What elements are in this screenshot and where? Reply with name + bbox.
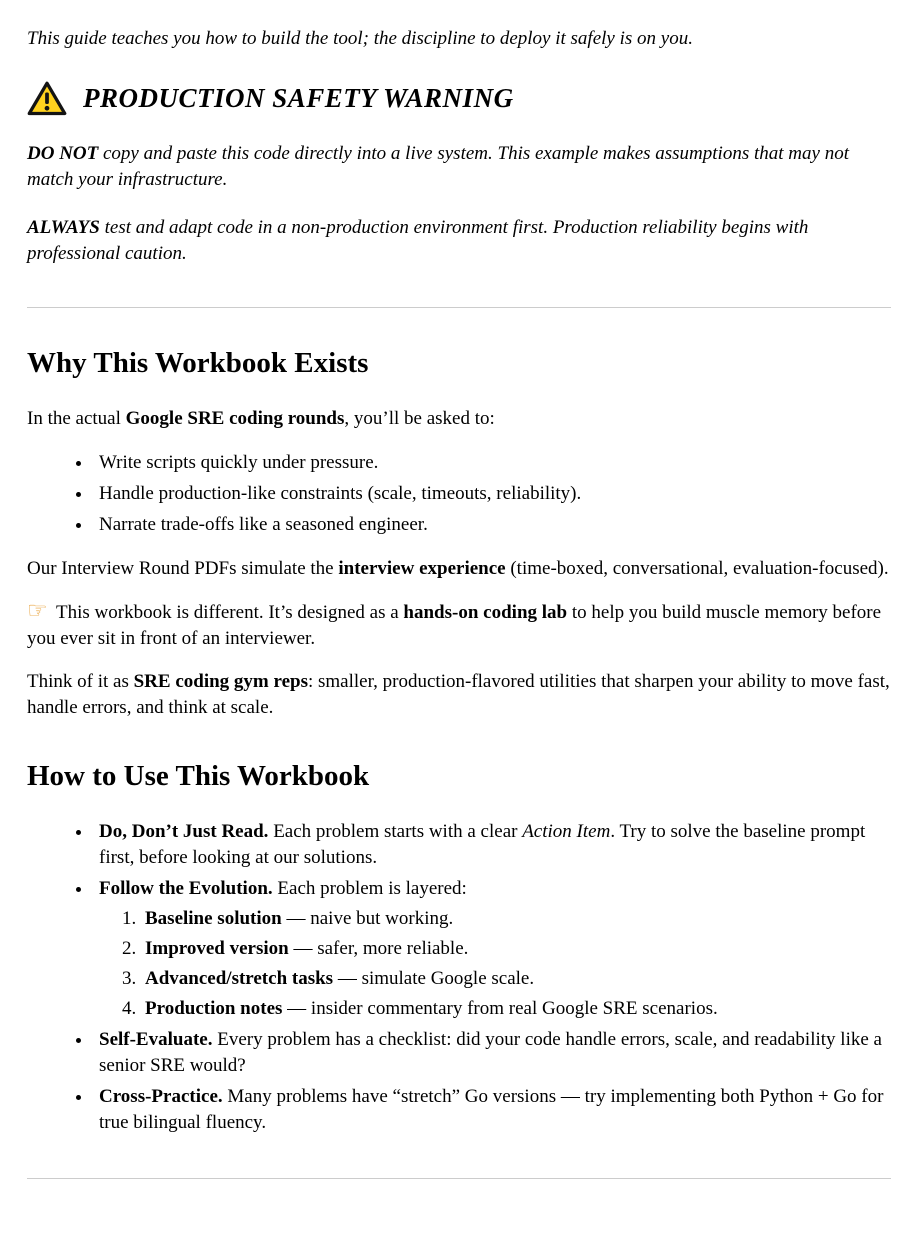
numbered3-post: — simulate Google scale. [333, 967, 535, 989]
numbered-item-baseline [141, 906, 891, 932]
warning-p1-text: copy and paste this code directly into a live system. This example makes assumptions that may not match your infrastructure. [27, 143, 849, 191]
bullet3-post: Every problem has a checklist: did your code handle errors, scale, and readability like a senior SRE would? [99, 1028, 882, 1076]
heading-why-this-workbook-exists: Why This Workbook Exists [27, 347, 369, 380]
bullet4-post: Many problems have “stretch” Go versions — try implementing both Python + Go for true bilingual fluency. [99, 1085, 884, 1133]
warning-paragraph-do-not [27, 141, 891, 193]
why-intro-pre: In the actual [27, 407, 126, 429]
pdfs-emphasis: interview experience [338, 557, 506, 579]
why-intro-post: , you’ll be asked to: [344, 407, 495, 429]
list-item-follow-the-evolution [93, 876, 891, 1022]
list-item: • Narrate trade-offs like a seasoned engineer. [93, 512, 891, 538]
list-item-do-dont-just-read [93, 819, 891, 871]
gym-pre: Think of it as [27, 670, 134, 692]
gym-reps-paragraph [27, 669, 891, 721]
numbered4-post: — insider commentary from real Google SRE scenarios. [282, 997, 718, 1019]
numbered-item-production-notes [141, 996, 891, 1022]
heading-how-to-use-this-workbook: How to Use This Workbook [27, 759, 370, 792]
numbered2-emphasis: Improved version [145, 937, 289, 959]
bullet1-mid: Each problem starts with a clear [268, 820, 523, 842]
numbered3-emphasis: Advanced/stretch tasks [145, 967, 334, 989]
production-safety-warning-section [27, 80, 891, 267]
pointing-finger-icon: ☞ [27, 597, 48, 623]
numbered-item-advanced [141, 966, 891, 992]
bullet2-emphasis: Follow the Evolution. [99, 877, 273, 899]
section-divider-bottom [27, 1178, 891, 1179]
gym-post: : smaller, production-flavored utilities that sharpen your ability to move fast, handle errors, and think at scale. [27, 670, 890, 718]
bullet1-emphasis: Do, Don’t Just Read. [99, 820, 269, 842]
evolution-numbered-list [99, 906, 891, 1022]
pdfs-pre: Our Interview Round PDFs simulate the [27, 557, 339, 579]
why-bullet-list [27, 450, 891, 538]
why-intro-emphasis: Google SRE coding rounds [125, 407, 345, 429]
warning-p2-text: test and adapt code in a non-production environment first. Production reliability begins with professional caution. [27, 217, 809, 265]
warning-p2-emphasis: ALWAYS [27, 217, 100, 239]
pointer-emphasis: hands-on coding lab [403, 601, 568, 623]
workbook-different-paragraph [27, 599, 891, 652]
gym-emphasis: SRE coding gym reps [133, 670, 308, 692]
warning-triangle-icon [27, 81, 67, 116]
why-intro-paragraph [27, 406, 891, 432]
list-item: • Write scripts quickly under pressure. [93, 450, 891, 476]
how-bullet-list [27, 819, 891, 1136]
section-divider-top [27, 307, 891, 308]
warning-p1-emphasis: DO NOT [27, 143, 99, 164]
warning-heading-text: PRODUCTION SAFETY WARNING [83, 83, 514, 114]
bullet1-italic: Action Item [522, 820, 611, 842]
warning-paragraph-always [27, 215, 891, 267]
list-item-cross-practice [93, 1084, 891, 1136]
bullet4-emphasis: Cross-Practice. [99, 1085, 223, 1107]
numbered1-post: — naive but working. [281, 907, 454, 929]
pointer-post: to help you build muscle memory before you ever sit in front of an interviewer. [27, 601, 882, 649]
numbered4-emphasis: Production notes [145, 997, 283, 1019]
list-item: • Handle production-like constraints (scale, timeouts, reliability). [93, 481, 891, 507]
warning-heading [27, 80, 891, 117]
numbered-item-improved [141, 936, 891, 962]
list-item-self-evaluate [93, 1027, 891, 1079]
interview-pdfs-paragraph [27, 556, 891, 582]
numbered1-emphasis: Baseline solution [145, 907, 282, 929]
bullet1-post: . Try to solve the baseline prompt first, before looking at our solutions. [99, 820, 866, 868]
pdfs-post: (time-boxed, conversational, evaluation-focused). [505, 557, 889, 579]
pointer-pre: This workbook is different. It’s designed as a [51, 601, 404, 623]
disclaimer-text: This guide teaches you how to build the tool; the discipline to deploy it safely is on you. [27, 28, 693, 49]
bullet2-post: Each problem is layered: [272, 877, 467, 899]
bullet3-emphasis: Self-Evaluate. [99, 1028, 213, 1050]
numbered2-post: — safer, more reliable. [288, 937, 469, 959]
